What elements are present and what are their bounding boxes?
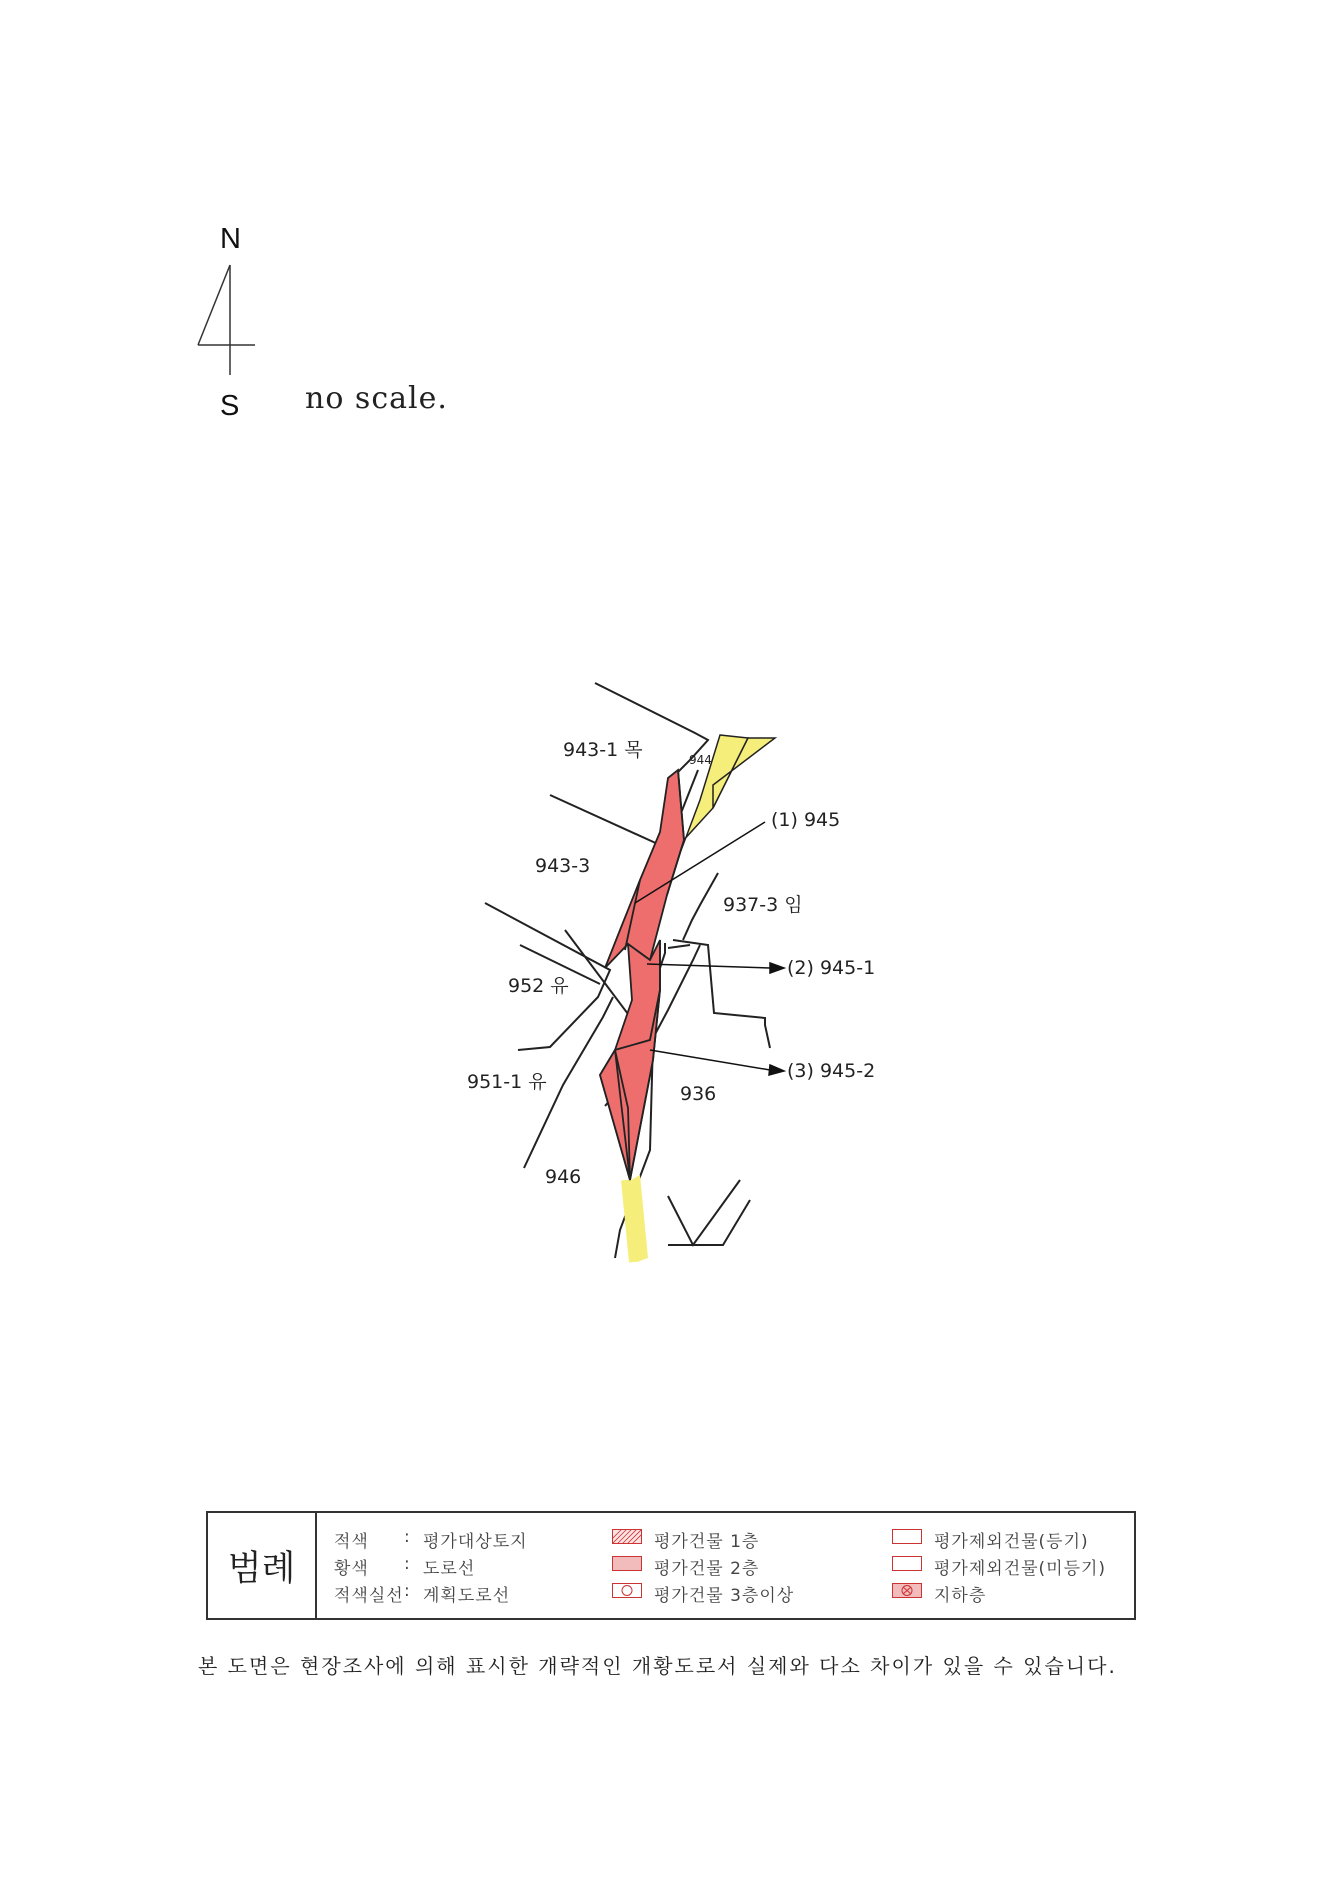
parcel-label-943-1: 943-1 목 [563, 739, 643, 761]
legend-key: 적색 [334, 1532, 369, 1552]
parcel-label-946: 946 [545, 1166, 582, 1188]
outline-swatch-icon [892, 1529, 922, 1544]
legend-sep: : [404, 1554, 411, 1574]
callout-label-2: (2) 945-1 [787, 957, 876, 979]
callout-label-3: (3) 945-2 [787, 1060, 876, 1082]
legend-sep: : [404, 1527, 411, 1547]
parcel-label-952: 952 유 [508, 975, 569, 997]
parcel-label-951-1: 951-1 유 [467, 1071, 547, 1093]
circle-swatch-icon [612, 1583, 642, 1598]
legend-title: 범례 [208, 1513, 317, 1618]
legend-key: 적색실선 [334, 1586, 404, 1606]
hatched-swatch-icon [612, 1529, 642, 1544]
legend-item: 지하층 [934, 1586, 987, 1606]
parcel-label-937-3: 937-3 임 [723, 894, 803, 916]
callout-label-1: (1) 945 [771, 809, 841, 831]
scale-note: no scale. [305, 381, 448, 416]
legend-item: 평가제외건물(미등기) [934, 1559, 1107, 1579]
legend-value: 도로선 [423, 1559, 476, 1579]
legend-item: 평가건물 1층 [654, 1532, 760, 1552]
legend [206, 1511, 1136, 1620]
legend-item: 평가건물 2층 [654, 1559, 760, 1579]
dotted-swatch-icon [612, 1556, 642, 1571]
legend-value: 평가대상토지 [423, 1532, 528, 1552]
outline-swatch-icon [892, 1556, 922, 1571]
legend-item: 평가제외건물(등기) [934, 1532, 1089, 1552]
north-label: N [220, 223, 241, 255]
basement-swatch-icon [892, 1583, 922, 1598]
parcel-label-943-3: 943-3 [535, 855, 591, 877]
legend-sep: : [404, 1581, 411, 1601]
legend-item: 평가건물 3층이상 [654, 1586, 795, 1606]
parcel-label-944: 944 [689, 753, 712, 767]
disclaimer-footnote: 본 도면은 현장조사에 의해 표시한 개략적인 개황도로서 실제와 다소 차이가 있을 수 있습니다. [198, 1654, 1117, 1678]
legend-value: 계획도로선 [423, 1586, 511, 1606]
parcel-label-936: 936 [680, 1083, 717, 1105]
south-label: S [220, 390, 240, 422]
legend-key: 황색 [334, 1559, 369, 1579]
parcel-945 [605, 770, 684, 968]
